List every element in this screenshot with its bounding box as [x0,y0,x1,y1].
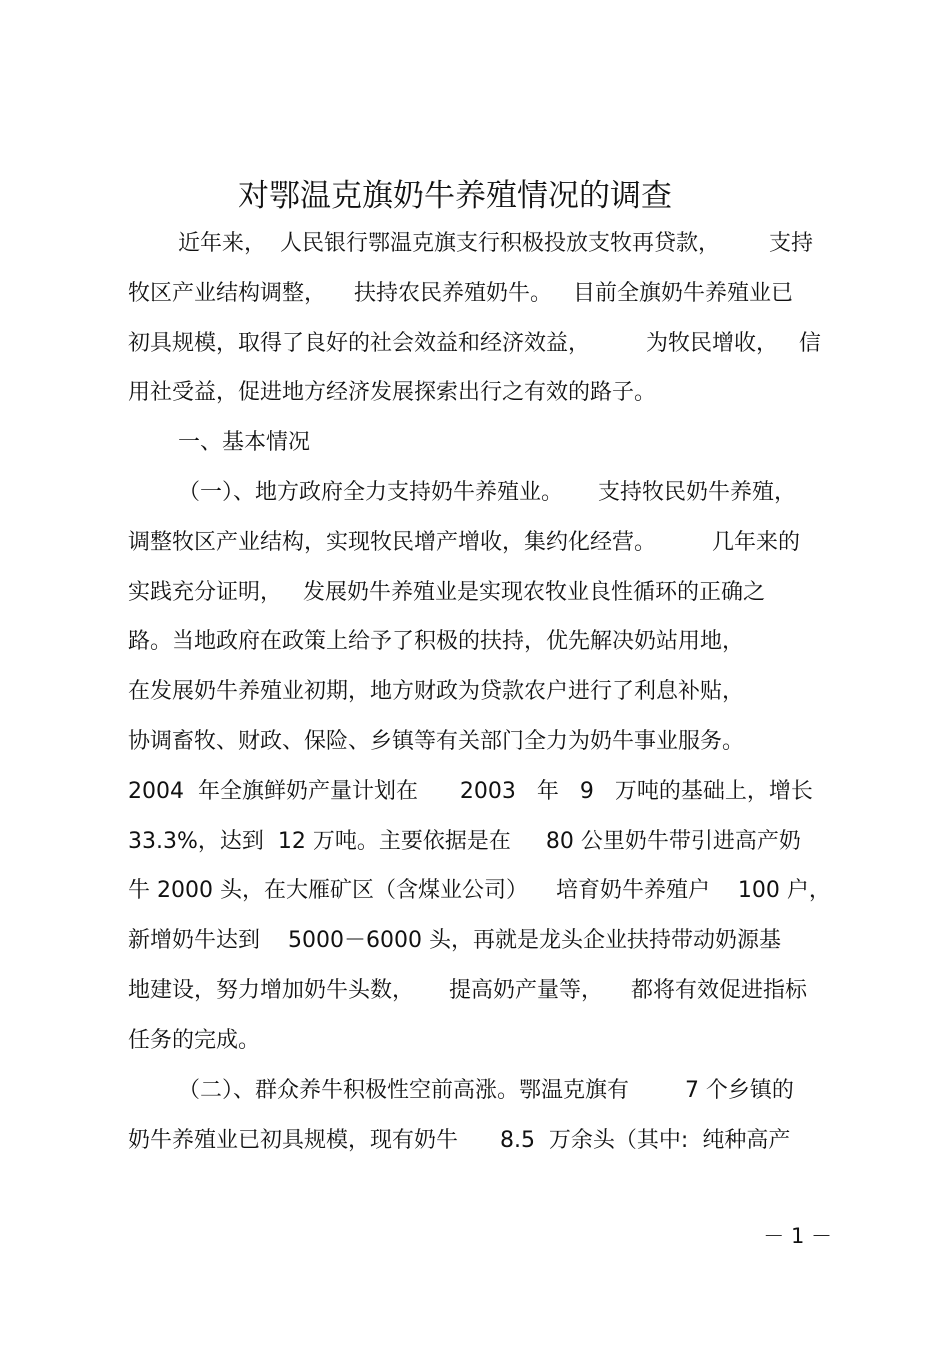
section-heading-basic: 一、基本情况 [178,430,311,455]
paragraph-1-line-3: 初具规模，取得了良好的社会效益和经济效益， 为牧民增收， 信 [128,331,821,356]
paragraph-3-line-2: 奶牛养殖业已初具规模，现有奶牛 8.5 万余头（其中: 纯种高产 [128,1128,791,1153]
paragraph-3-line-1: （二）、群众养牛积极性空前高涨。鄂温克旗有 7 个乡镇的 [178,1078,794,1103]
page-number: － 1 － [763,1224,832,1248]
paragraph-2-line-5: 在发展奶牛养殖业初期，地方财政为贷款农户进行了利息补贴， [128,679,745,704]
paragraph-2-line-11: 地建设，努力增加奶牛头数， 提高奶产量等， 都将有效促进指标 [128,978,807,1003]
paragraph-1-line-4: 用社受益，促进地方经济发展探索出行之有效的路子。 [128,380,657,405]
paragraph-2-line-9: 牛 2000 头，在大雁矿区（含煤业公司） 培育奶牛养殖户 100 户， [128,878,831,903]
paragraph-2-line-2: 调整牧区产业结构，实现牧民增产增收，集约化经营。 几年来的 [128,530,800,555]
paragraph-2-line-12: 任务的完成。 [128,1028,261,1053]
paragraph-1-line-1: 近年来， 人民银行鄂温克旗支行积极投放支牧再贷款， 支持 [178,231,813,256]
paragraph-2-line-8: 33.3%，达到 12 万吨。主要依据是在 80 公里奶牛带引进高产奶 [128,829,801,854]
paragraph-2-line-1: （一）、地方政府全力支持奶牛养殖业。 支持牧民奶牛养殖， [178,480,796,505]
paragraph-2-line-3: 实践充分证明， 发展奶牛养殖业是实现农牧业良性循环的正确之 [128,580,765,605]
paragraph-2-line-10: 新增奶牛达到 5000－6000 头，再就是龙头企业扶持带动奶源基 [128,928,781,953]
paragraph-2-line-6: 协调畜牧、财政、保险、乡镇等有关部门全力为奶牛事业服务。 [128,729,745,754]
paragraph-2-line-4: 路。当地政府在政策上给予了积极的扶持，优先解决奶站用地， [128,629,745,654]
page-title: 对鄂温克旗奶牛养殖情况的调查 [238,178,672,214]
paragraph-1-line-2: 牧区产业结构调整， 扶持农民养殖奶牛。 目前全旗奶牛养殖业已 [128,281,793,306]
paragraph-2-line-7: 2004 年全旗鲜奶产量计划在 2003 年 9 万吨的基础上，增长 [128,779,813,804]
